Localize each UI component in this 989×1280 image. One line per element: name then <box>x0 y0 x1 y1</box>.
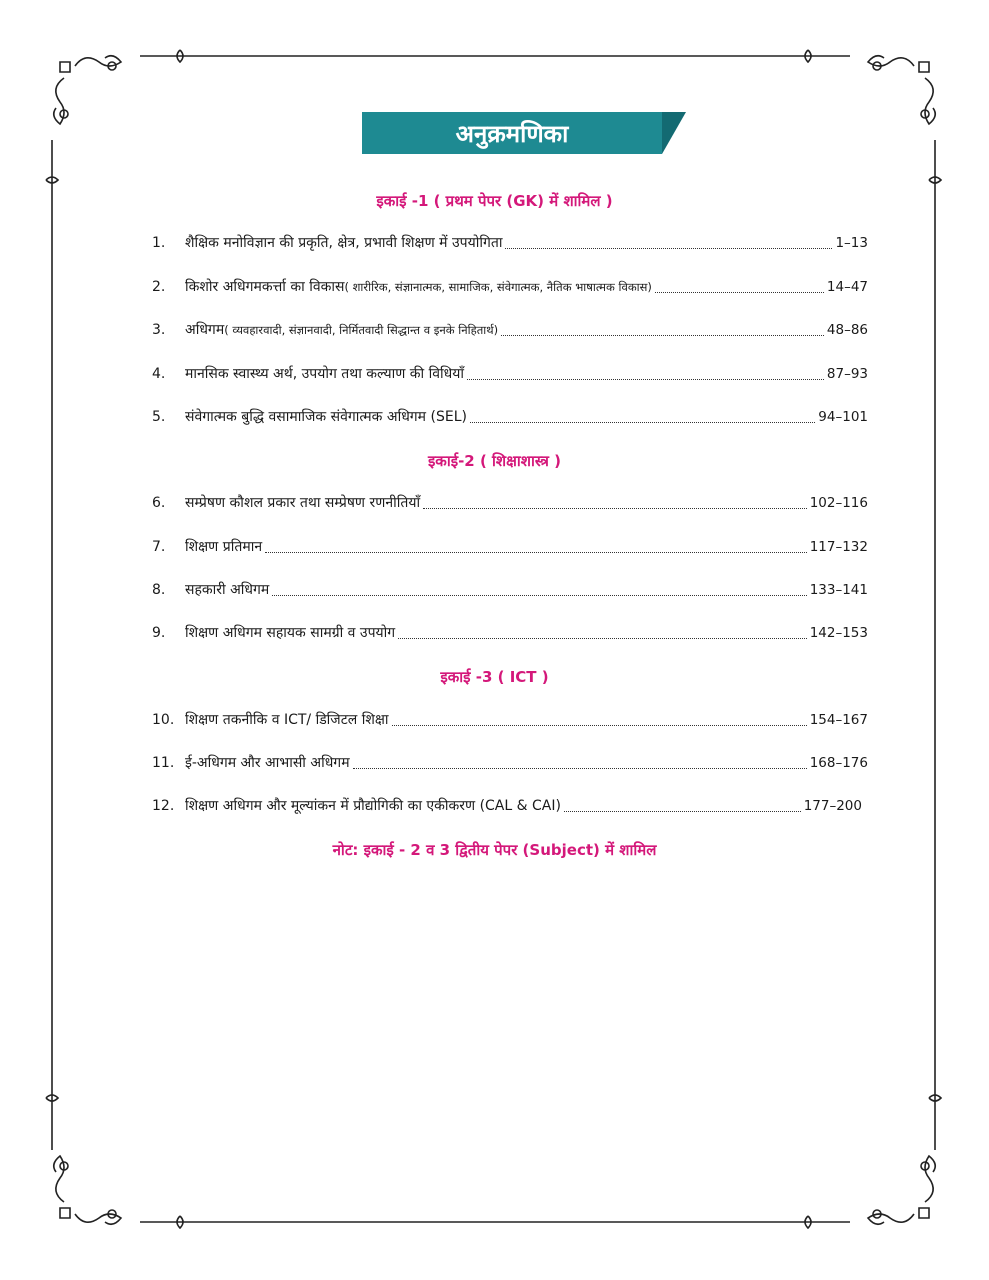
list-item[interactable] <box>152 233 868 255</box>
item-title: मानसिक स्वास्थ्य अर्थ, उपयोग तथा कल्याण की विधियाँ <box>185 366 464 382</box>
list-item[interactable] <box>152 710 868 732</box>
item-pages: 102–116 <box>809 495 868 511</box>
item-title: संवेगात्मक बुद्धि वसामाजिक संवेगात्मक अधिगम (SEL) <box>185 409 467 425</box>
item-pages: 133–141 <box>809 582 868 598</box>
item-pages: 1–13 <box>835 235 868 251</box>
list-item[interactable] <box>152 537 868 559</box>
item-number: 1. <box>152 235 166 251</box>
leader-dots <box>272 594 806 596</box>
item-title: शैक्षिक मनोविज्ञान की प्रकृति, क्षेत्र, प्रभावी शिक्षण में उपयोगिता <box>185 235 503 251</box>
item-title: शिक्षण अधिगम और मूल्यांकन में प्रौद्योगिकी का एकीकरण (CAL & CAI) <box>185 798 561 814</box>
item-number: 11. <box>152 755 175 771</box>
item-title: शिक्षण तकनीकि व ICT/ डिजिटल शिक्षा <box>185 712 389 728</box>
item-number: 2. <box>152 279 166 295</box>
list-item[interactable] <box>152 753 868 775</box>
item-number: 6. <box>152 495 166 511</box>
list-item[interactable] <box>152 493 868 515</box>
item-title: ई-अधिगम और आभासी अधिगम <box>185 755 350 771</box>
item-pages: 177–200 <box>803 798 862 814</box>
item-pages: 48–86 <box>826 322 868 338</box>
leader-dots <box>655 291 824 293</box>
section-heading-unit-3: इकाई -3 ( ICT ) <box>440 668 549 686</box>
item-pages: 14–47 <box>826 279 868 295</box>
item-pages: 154–167 <box>809 712 868 728</box>
list-item[interactable] <box>152 320 868 342</box>
item-number: 3. <box>152 322 166 338</box>
item-number: 12. <box>152 798 175 814</box>
item-title: अधिगम <box>185 322 225 338</box>
list-item[interactable] <box>152 277 868 299</box>
section-heading-unit-1: इकाई -1 ( प्रथम पेपर (GK) में शामिल ) <box>376 192 613 210</box>
item-number: 10. <box>152 712 175 728</box>
item-number: 8. <box>152 582 166 598</box>
item-number: 5. <box>152 409 166 425</box>
leader-dots <box>467 378 824 380</box>
item-number: 4. <box>152 366 166 382</box>
list-item[interactable] <box>152 580 868 602</box>
leader-dots <box>564 810 801 812</box>
item-pages: 117–132 <box>809 539 868 555</box>
item-title: शिक्षण प्रतिमान <box>185 539 263 555</box>
item-pages: 142–153 <box>809 625 868 641</box>
item-subtitle: ( व्यवहारवादी, संज्ञानवादी, निर्मितवादी सिद्धान्त व इनके निहितार्थ) <box>224 323 499 337</box>
item-title: शिक्षण अधिगम सहायक सामग्री व उपयोग <box>185 625 396 641</box>
section-heading-unit-2: इकाई-2 ( शिक्षाशास्त्र ) <box>427 452 562 470</box>
footer-note: नोट: इकाई - 2 व 3 द्वितीय पेपर (Subject) में शामिल <box>332 841 657 859</box>
leader-dots <box>505 247 832 249</box>
item-title: किशोर अधिगमकर्त्ता का विकास <box>185 279 345 295</box>
item-pages: 94–101 <box>818 409 868 425</box>
item-pages: 87–93 <box>826 366 868 382</box>
leader-dots <box>398 637 807 639</box>
list-item[interactable] <box>152 407 868 429</box>
title-banner <box>362 112 686 154</box>
list-item[interactable] <box>152 364 868 386</box>
list-item[interactable] <box>152 623 868 645</box>
leader-dots <box>353 767 807 769</box>
page-title: अनुक्रमणिका <box>455 119 569 148</box>
leader-dots <box>392 724 807 726</box>
item-title: सहकारी अधिगम <box>185 582 270 598</box>
leader-dots <box>470 421 815 423</box>
leader-dots <box>265 551 807 553</box>
list-item[interactable] <box>152 796 862 818</box>
item-subtitle: ( शारीरिक, संज्ञानात्मक, सामाजिक, संवेगात्मक, नैतिक भाषात्मक विकास) <box>344 280 652 294</box>
item-pages: 168–176 <box>809 755 868 771</box>
item-title: सम्प्रेषण कौशल प्रकार तथा सम्प्रेषण रणनीतियाँ <box>185 495 421 511</box>
leader-dots <box>501 334 824 336</box>
item-number: 9. <box>152 625 166 641</box>
leader-dots <box>423 507 807 509</box>
item-number: 7. <box>152 539 166 555</box>
